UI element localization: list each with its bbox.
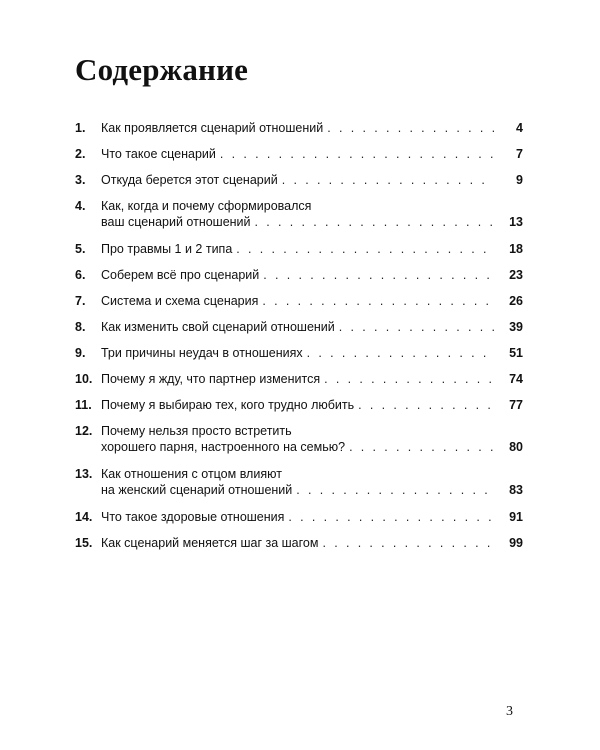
toc-entry-number: 6.: [75, 268, 86, 282]
toc-entry-title: Почему я жду, что партнер изменится: [101, 372, 321, 386]
toc-entry-number: 14.: [75, 510, 93, 524]
toc-page-number: 4: [516, 121, 523, 135]
table-of-contents: [75, 120, 523, 561]
toc-entry[interactable]: [75, 535, 523, 551]
toc-entry-title: ваш сценарий отношений: [101, 215, 251, 229]
toc-page-number: 7: [516, 147, 523, 161]
toc-entry-title: Три причины неудач в отношениях: [101, 346, 303, 360]
dot-leader: [324, 371, 494, 387]
toc-entry-number: 4.: [75, 199, 86, 213]
toc-entry-number: 12.: [75, 424, 93, 438]
dot-leader: [358, 397, 494, 413]
dot-leader: [327, 120, 494, 136]
toc-entry[interactable]: [75, 146, 523, 162]
toc-entry[interactable]: [75, 267, 523, 283]
toc-entry[interactable]: [75, 466, 523, 498]
dot-leader: [339, 319, 494, 335]
toc-entry[interactable]: [75, 172, 523, 188]
toc-entry-title: Система и схема сценария: [101, 294, 259, 308]
toc-entry[interactable]: [75, 397, 523, 413]
toc-entry-number: 8.: [75, 320, 86, 334]
toc-entry[interactable]: [75, 423, 523, 455]
dot-leader: [262, 293, 494, 309]
toc-entry-number: 1.: [75, 121, 86, 135]
dot-leader: [282, 172, 494, 188]
toc-entry[interactable]: [75, 371, 523, 387]
toc-entry-title: Как, когда и почему сформировался: [101, 199, 312, 213]
toc-page-number: 51: [509, 346, 523, 360]
toc-page-number: 13: [509, 215, 523, 229]
toc-entry-title: на женский сценарий отношений: [101, 483, 293, 497]
toc-page-number: 18: [509, 242, 523, 256]
dot-leader: [236, 241, 494, 257]
toc-entry-title: Почему я выбираю тех, кого трудно любить: [101, 398, 355, 412]
toc-entry-number: 2.: [75, 147, 86, 161]
toc-page-number: 77: [509, 398, 523, 412]
toc-page-number: 80: [509, 440, 523, 454]
dot-leader: [307, 345, 494, 361]
dot-leader: [349, 439, 494, 455]
dot-leader: [322, 535, 494, 551]
toc-entry-number: 9.: [75, 346, 86, 360]
toc-entry-number: 11.: [75, 398, 92, 412]
toc-page-number: 39: [509, 320, 523, 334]
dot-leader: [296, 482, 494, 498]
dot-leader: [255, 214, 494, 230]
toc-page-number: 74: [509, 372, 523, 386]
dot-leader: [220, 146, 494, 162]
toc-entry-title: Про травмы 1 и 2 типа: [101, 242, 233, 256]
toc-entry-title: хорошего парня, настроенного на семью?: [101, 440, 346, 454]
toc-entry-number: 15.: [75, 536, 93, 550]
toc-page-number: 26: [509, 294, 523, 308]
toc-entry[interactable]: [75, 241, 523, 257]
toc-entry-title: Как изменить свой сценарий отношений: [101, 320, 335, 334]
toc-entry-number: 10.: [75, 372, 93, 386]
toc-entry-title: Как отношения с отцом влияют: [101, 467, 282, 481]
toc-entry[interactable]: [75, 198, 523, 230]
toc-entry-number: 13.: [75, 467, 93, 481]
toc-entry[interactable]: [75, 345, 523, 361]
toc-page-number: 9: [516, 173, 523, 187]
toc-entry-title: Почему нельзя просто встретить: [101, 424, 292, 438]
toc-entry-number: 7.: [75, 294, 86, 308]
toc-entry-title: Как сценарий меняется шаг за шагом: [101, 536, 319, 550]
toc-entry[interactable]: [75, 509, 523, 525]
toc-page-number: 91: [509, 510, 523, 524]
page-title: Содержание: [75, 52, 249, 87]
toc-entry-title: Как проявляется сценарий отношений: [101, 121, 324, 135]
toc-entry-title: Что такое сценарий: [101, 147, 216, 161]
toc-page-number: 83: [509, 483, 523, 497]
toc-entry[interactable]: [75, 293, 523, 309]
toc-page-number: 99: [509, 536, 523, 550]
toc-entry-title: Соберем всё про сценарий: [101, 268, 260, 282]
toc-entry-number: 5.: [75, 242, 86, 256]
toc-entry[interactable]: [75, 319, 523, 335]
page-number: 3: [506, 704, 513, 719]
toc-page-number: 23: [509, 268, 523, 282]
dot-leader: [263, 267, 494, 283]
toc-entry-title: Откуда берется этот сценарий: [101, 173, 278, 187]
toc-entry-number: 3.: [75, 173, 86, 187]
toc-entry-title: Что такое здоровые отношения: [101, 510, 285, 524]
dot-leader: [288, 509, 494, 525]
toc-entry[interactable]: [75, 120, 523, 136]
